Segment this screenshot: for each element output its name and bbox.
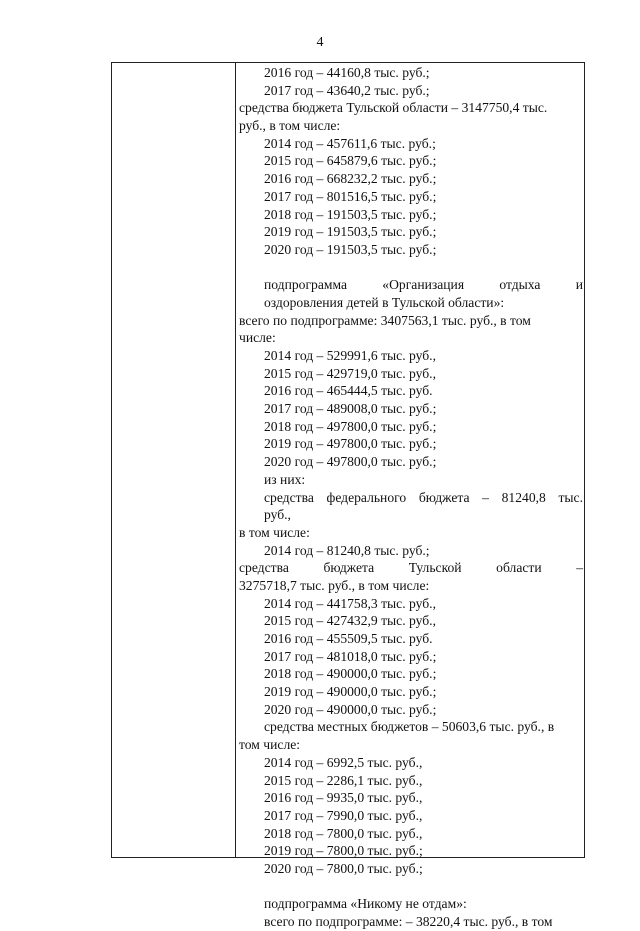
justified-word: средства: [239, 560, 289, 576]
text-line: том числе:: [239, 737, 301, 753]
justified-word: тыс.: [558, 489, 583, 505]
text-line: 2017 год – 481018,0 тыс. руб.;: [264, 648, 437, 664]
text-line: 2015 год – 427432,9 тыс. руб.,: [264, 613, 436, 629]
document-table: [111, 62, 585, 929]
text-line: 2020 год – 7800,0 тыс. руб.;: [264, 860, 423, 876]
text-line: [239, 559, 583, 577]
text-line: 2018 год – 490000,0 тыс. руб.;: [264, 666, 437, 682]
text-line: 2019 год – 7800,0 тыс. руб.;: [264, 843, 423, 859]
table-cell-content: [239, 64, 583, 931]
justified-word: области: [496, 560, 542, 576]
text-line: 2016 год – 455509,5 тыс. руб.: [264, 631, 433, 646]
justified-word: 81240,8: [501, 489, 546, 505]
text-line: 2014 год – 441758,3 тыс. руб.,: [264, 595, 436, 611]
text-line: 2014 год – 6992,5 тыс. руб.,: [264, 754, 423, 770]
justified-word: отдыха: [499, 277, 541, 293]
text-line: [239, 276, 583, 294]
text-line: всего по подпрограмме: 3407563,1 тыс. руб., в том: [239, 312, 531, 328]
justified-word: –: [576, 560, 583, 576]
text-line: руб.,: [264, 507, 291, 523]
text-line: в том числе:: [239, 524, 310, 540]
text-line: 2017 год – 489008,0 тыс. руб.;: [264, 401, 437, 417]
text-line: 2014 год – 457611,6 тыс. руб.;: [264, 135, 436, 151]
text-line: 2019 год – 497800,0 тыс. руб.;: [264, 436, 437, 452]
text-line: из них:: [264, 471, 306, 487]
text-line: 2018 год – 7800,0 тыс. руб.,: [264, 825, 423, 841]
justified-word: федерального: [326, 489, 407, 505]
text-line: 2020 год – 497800,0 тыс. руб.;: [264, 454, 437, 470]
text-line: средства местных бюджетов – 50603,6 тыс. руб., в: [264, 719, 555, 735]
text-line: [239, 489, 583, 507]
text-line: всего по подпрограмме: – 38220,4 тыс. руб., в том: [264, 914, 553, 929]
text-line: руб., в том числе:: [239, 118, 341, 134]
text-line: 2017 год – 7990,0 тыс. руб.,: [264, 807, 423, 823]
text-line: 2016 год – 465444,5 тыс. руб.: [264, 383, 433, 399]
text-line: средства бюджета Тульской области – 3147750,4 тыс.: [239, 100, 548, 116]
text-line: 2020 год – 490000,0 тыс. руб.;: [264, 701, 437, 717]
text-line: числе:: [239, 330, 276, 346]
text-line: оздоровления детей в Тульской области»:: [264, 294, 505, 310]
text-line: 2014 год – 529991,6 тыс. руб.,: [264, 348, 436, 363]
justified-word: бюджета: [323, 560, 375, 576]
text-line: 2015 год – 2286,1 тыс. руб.,: [264, 772, 423, 788]
text-line: 2014 год – 81240,8 тыс. руб.;: [264, 542, 430, 558]
text-line: 2016 год – 668232,2 тыс. руб.;: [264, 171, 437, 187]
text-line: [239, 259, 583, 277]
text-line: 2016 год – 9935,0 тыс. руб.,: [264, 790, 423, 806]
justified-word: «Организация: [382, 277, 465, 293]
text-line: 2016 год – 44160,8 тыс. руб.;: [264, 65, 430, 80]
page-number: 4: [316, 35, 324, 50]
justified-word: средства: [264, 489, 314, 505]
text-line: 2017 год – 801516,5 тыс. руб.;: [264, 188, 437, 204]
text-line: подпрограмма «Никому не отдам»:: [264, 896, 467, 912]
column-divider: [235, 63, 236, 857]
text-line: 2019 год – 191503,5 тыс. руб.;: [264, 224, 437, 240]
text-line: 2015 год – 429719,0 тыс. руб.,: [264, 365, 436, 381]
text-line: 2018 год – 497800,0 тыс. руб.;: [264, 418, 437, 434]
justified-word: –: [482, 489, 489, 505]
text-line: 2015 год – 645879,6 тыс. руб.;: [264, 153, 437, 169]
justified-word: и: [575, 277, 583, 293]
text-line: [239, 878, 583, 896]
text-line: 3275718,7 тыс. руб., в том числе:: [239, 577, 430, 593]
text-line: 2018 год – 191503,5 тыс. руб.;: [264, 206, 437, 222]
justified-word: бюджета: [418, 489, 470, 505]
text-line: 2019 год – 490000,0 тыс. руб.;: [264, 684, 437, 700]
text-line: 2020 год – 191503,5 тыс. руб.;: [264, 241, 437, 257]
justified-word: подпрограмма: [264, 277, 348, 293]
justified-word: Тульской: [408, 560, 462, 576]
text-line: 2017 год – 43640,2 тыс. руб.;: [264, 82, 430, 98]
